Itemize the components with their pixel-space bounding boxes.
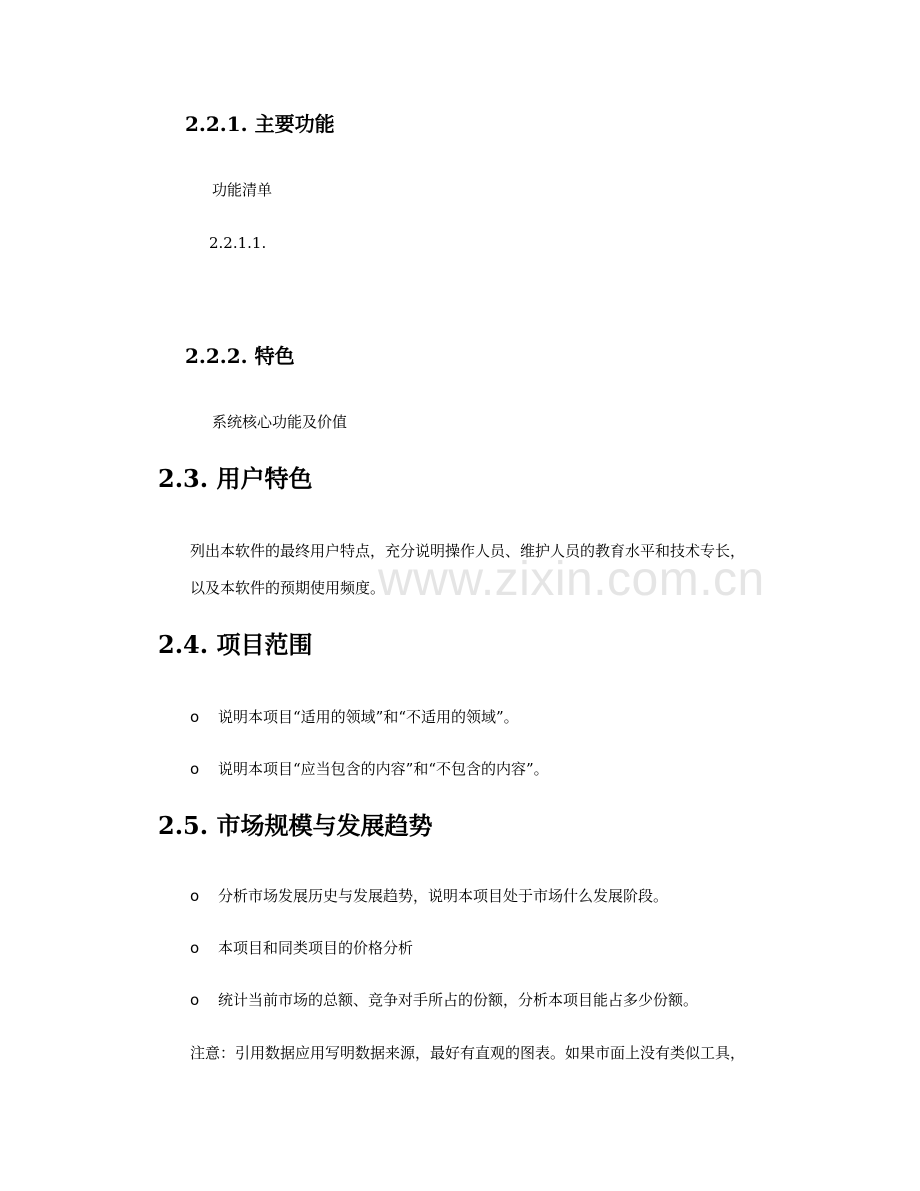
heading-2-4: 2.4. 项目范围 bbox=[158, 630, 313, 659]
heading-2-2-2: 2.2.2. 特色 bbox=[185, 344, 295, 368]
heading-2-5: 2.5. 市场规模与发展趋势 bbox=[158, 811, 433, 840]
heading-2-3: 2.3. 用户特色 bbox=[158, 464, 313, 493]
core-value-text: 系统核心功能及价值 bbox=[212, 413, 348, 431]
scope-item-text: 说明本项目“适用的领域”和“不适用的领域”。 bbox=[218, 708, 519, 726]
market-list-item bbox=[190, 990, 698, 1010]
bullet-circle-icon: o bbox=[190, 708, 200, 726]
heading-2-2-1-1: 2.2.1.1. bbox=[209, 234, 267, 252]
user-paragraph-line-1: 列出本软件的最终用户特点，充分说明操作人员、维护人员的教育水平和技术专长， bbox=[190, 542, 746, 560]
heading-2-2-1: 2.2.1. 主要功能 bbox=[185, 112, 335, 136]
scope-list-item bbox=[190, 759, 549, 779]
market-list-item bbox=[190, 938, 413, 958]
user-paragraph-line-2: 以及本软件的预期使用频度。 bbox=[190, 579, 386, 597]
market-item-text: 统计当前市场的总额、竞争对手所占的份额，分析本项目能占多少份额。 bbox=[218, 991, 699, 1009]
bullet-circle-icon: o bbox=[190, 887, 200, 905]
market-item-text: 分析市场发展历史与发展趋势，说明本项目处于市场什么发展阶段。 bbox=[218, 887, 669, 905]
scope-list-item bbox=[190, 707, 519, 727]
market-item-text: 本项目和同类项目的价格分析 bbox=[218, 939, 414, 957]
watermark: www.zixin.com.cn bbox=[378, 553, 765, 606]
function-list-text: 功能清单 bbox=[212, 181, 273, 199]
note-line: 注意：引用数据应用写明数据来源，最好有直观的图表。如果市面上没有类似工具， bbox=[190, 1044, 746, 1062]
bullet-circle-icon: o bbox=[190, 991, 200, 1009]
market-list-item bbox=[190, 886, 668, 906]
bullet-circle-icon: o bbox=[190, 760, 200, 778]
bullet-circle-icon: o bbox=[190, 939, 200, 957]
scope-item-text: 说明本项目“应当包含的内容”和“不包含的内容”。 bbox=[218, 760, 549, 778]
